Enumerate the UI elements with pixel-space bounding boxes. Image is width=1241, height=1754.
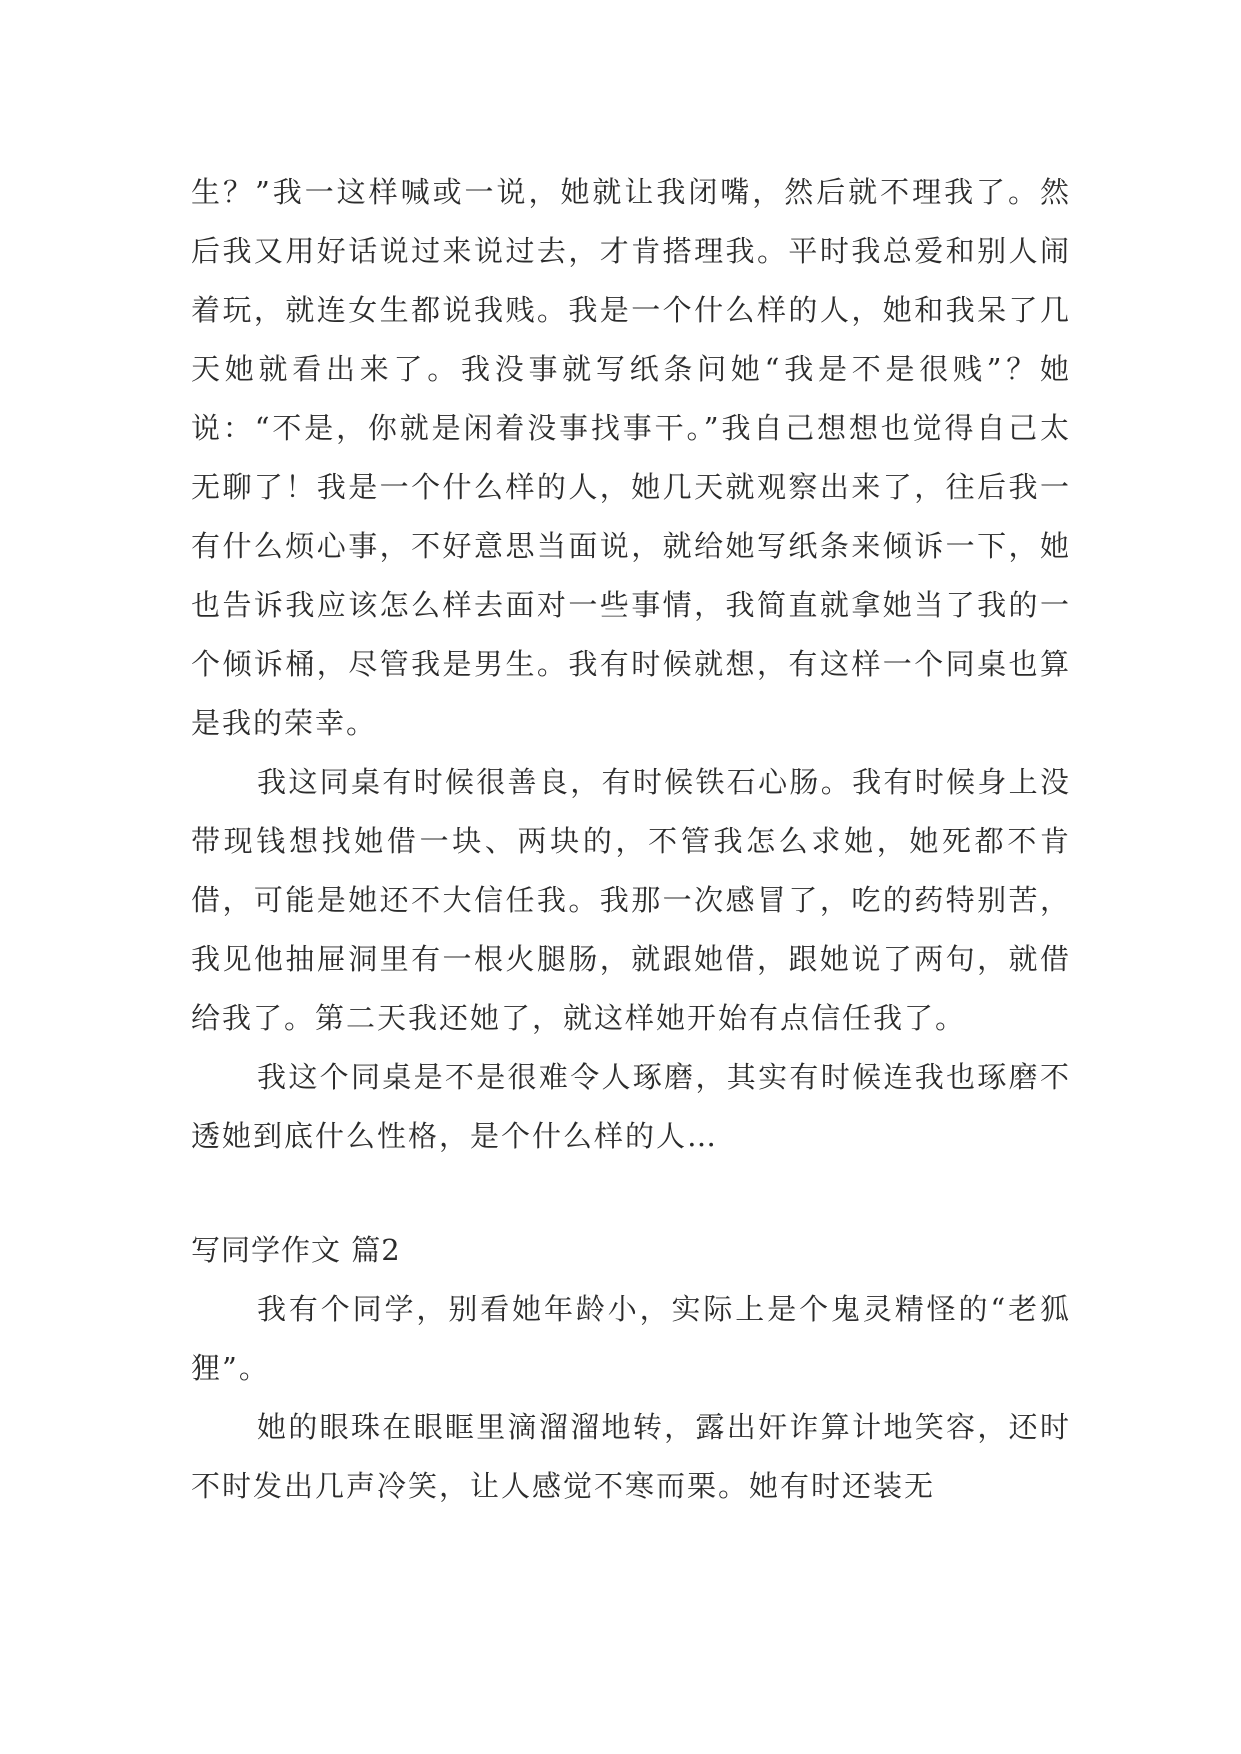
paragraph-classmate-eyes: 她的眼珠在眼眶里滴溜溜地转，露出奸诈算计地笑容，还时不时发出几声冷笑，让人感觉不寒而栗。她有时还装无 — [191, 1410, 1071, 1503]
document-body — [191, 163, 1071, 1516]
section-heading: 写同学作文 篇2 — [191, 1233, 401, 1267]
paragraph-deskmate-kindness: 我这同桌有时候很善良，有时候铁石心肠。我有时候身上没带现钱想找她借一块、两块的，不管我怎么求她，她死都不肯借，可能是她还不大信任我。我那一次感冒了，吃的药特别苦，我见他抽屉洞里有一根火腿肠，就跟她借，跟她说了两句，就借给我了。第二天我还她了，就这样她开始有点信任我了。 — [191, 765, 1071, 1035]
paragraph-deskmate-mystery: 我这个同桌是不是很难令人琢磨，其实有时候连我也琢磨不透她到底什么性格，是个什么样的人… — [191, 1060, 1071, 1153]
paragraph-classmate-intro: 我有个同学，别看她年龄小，实际上是个鬼灵精怪的“老狐狸”。 — [191, 1292, 1071, 1385]
paragraph-continued: 生？”我一这样喊或一说，她就让我闭嘴，然后就不理我了。然后我又用好话说过来说过去，才肯搭理我。平时我总爱和别人闹着玩，就连女生都说我贱。我是一个什么样的人，她和我呆了几天她就看出来了。我没事就写纸条问她“我是不是很贱”？她说：“不是，你就是闲着没事找事干。”我自己想想也觉得自己太无聊了！我是一个什么样的人，她几天就观察出来了，往后我一有什么烦心事，不好意思当面说，就给她写纸条来倾诉一下，她也告诉我应该怎么样去面对一些事情，我简直就拿她当了我的一个倾诉桶，尽管我是男生。我有时候就想，有这样一个同桌也算是我的荣幸。 — [191, 175, 1071, 740]
